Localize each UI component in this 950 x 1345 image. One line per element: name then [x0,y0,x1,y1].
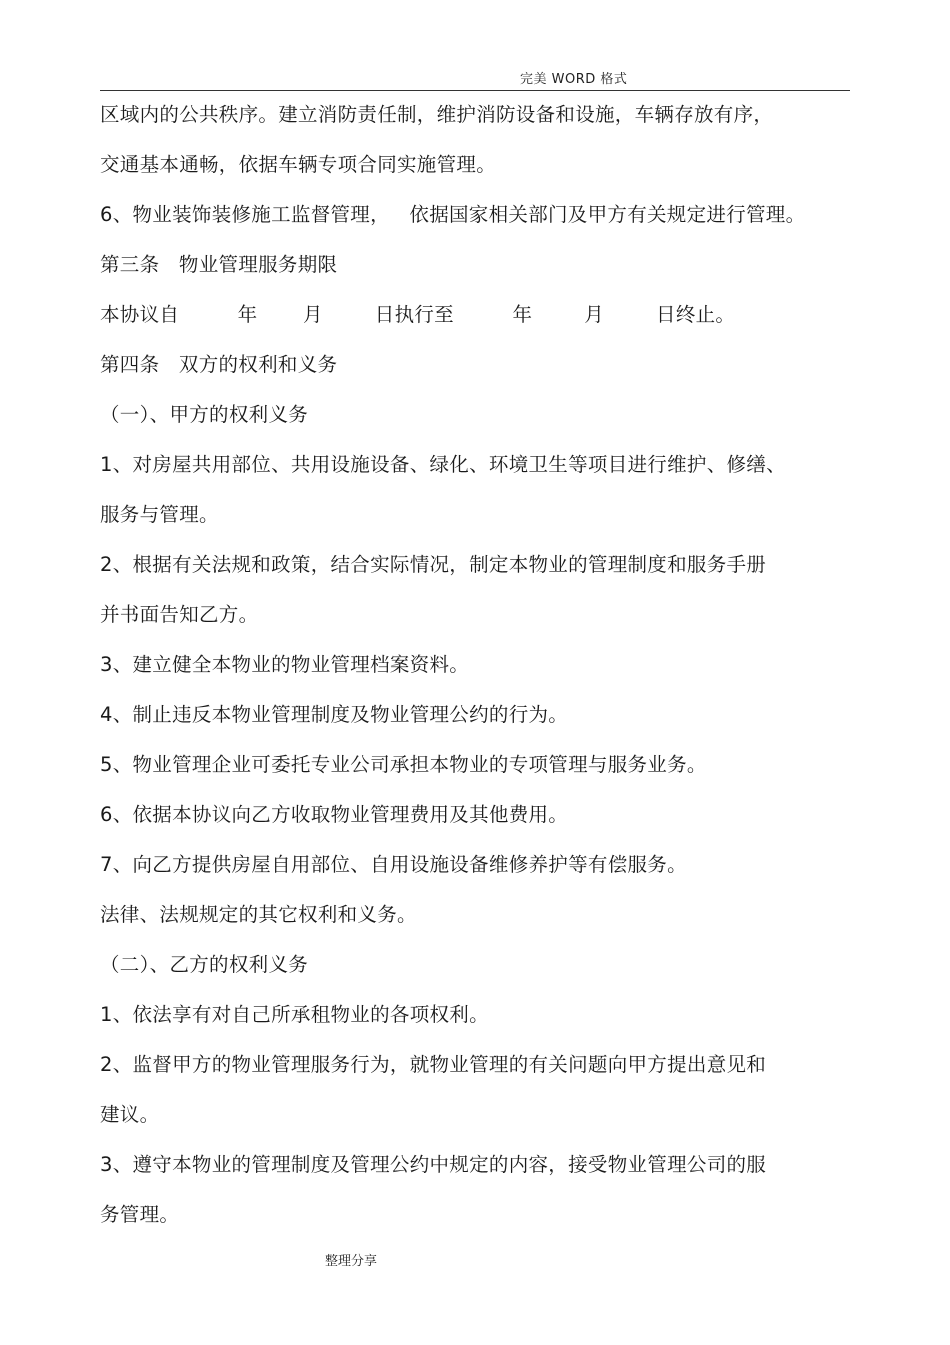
body-line: 本协议自 年 月 日执行至 年 月 日终止。 [100,303,736,326]
body-line: 法律、法规规定的其它权利和义务。 [100,903,417,926]
body-line: 服务与管理。 [100,503,219,526]
page-footer: 整理分享 [325,1254,378,1269]
body-line: 1、对房屋共用部位、共用设施设备、绿化、环境卫生等项目进行维护、修缮、 [100,453,786,476]
body-line: 2、监督甲方的物业管理服务行为，就物业管理的有关问题向甲方提出意见和 [100,1053,767,1076]
header-divider [100,90,850,91]
body-line: 3、建立健全本物业的物业管理档案资料。 [100,653,470,676]
section-heading: 第四条 双方的权利和义务 [100,353,338,376]
body-line: 2、根据有关法规和政策，结合实际情况，制定本物业的管理制度和服务手册 [100,553,767,576]
body-line: 区域内的公共秩序。建立消防责任制，维护消防设备和设施，车辆存放有序， [100,103,774,126]
body-line: 并书面告知乙方。 [100,603,259,626]
body-line: 5、物业管理企业可委托专业公司承担本物业的专项管理与服务业务。 [100,753,707,776]
subsection-heading: （一）、甲方的权利义务 [100,403,309,426]
section-heading: 第三条 物业管理服务期限 [100,253,338,276]
body-line: 1、依法享有对自己所承租物业的各项权利。 [100,1003,489,1026]
body-line: 6、依据本协议向乙方收取物业管理费用及其他费用。 [100,803,569,826]
body-line: 7、向乙方提供房屋自用部位、自用设施设备维修养护等有偿服务。 [100,853,687,876]
body-line: 建议。 [100,1103,160,1126]
body-line: 4、制止违反本物业管理制度及物业管理公约的行为。 [100,703,569,726]
header-title: 完美 WORD 格式 [520,72,628,87]
body-line: 6、物业装饰装修施工监督管理， 依据国家相关部门及甲方有关规定进行管理。 [100,203,806,226]
subsection-heading: （二）、乙方的权利义务 [100,953,309,976]
body-line: 3、遵守本物业的管理制度及管理公约中规定的内容，接受物业管理公司的服 [100,1153,767,1176]
body-line: 交通基本通畅，依据车辆专项合同实施管理。 [100,153,497,176]
body-line: 务管理。 [100,1203,180,1226]
